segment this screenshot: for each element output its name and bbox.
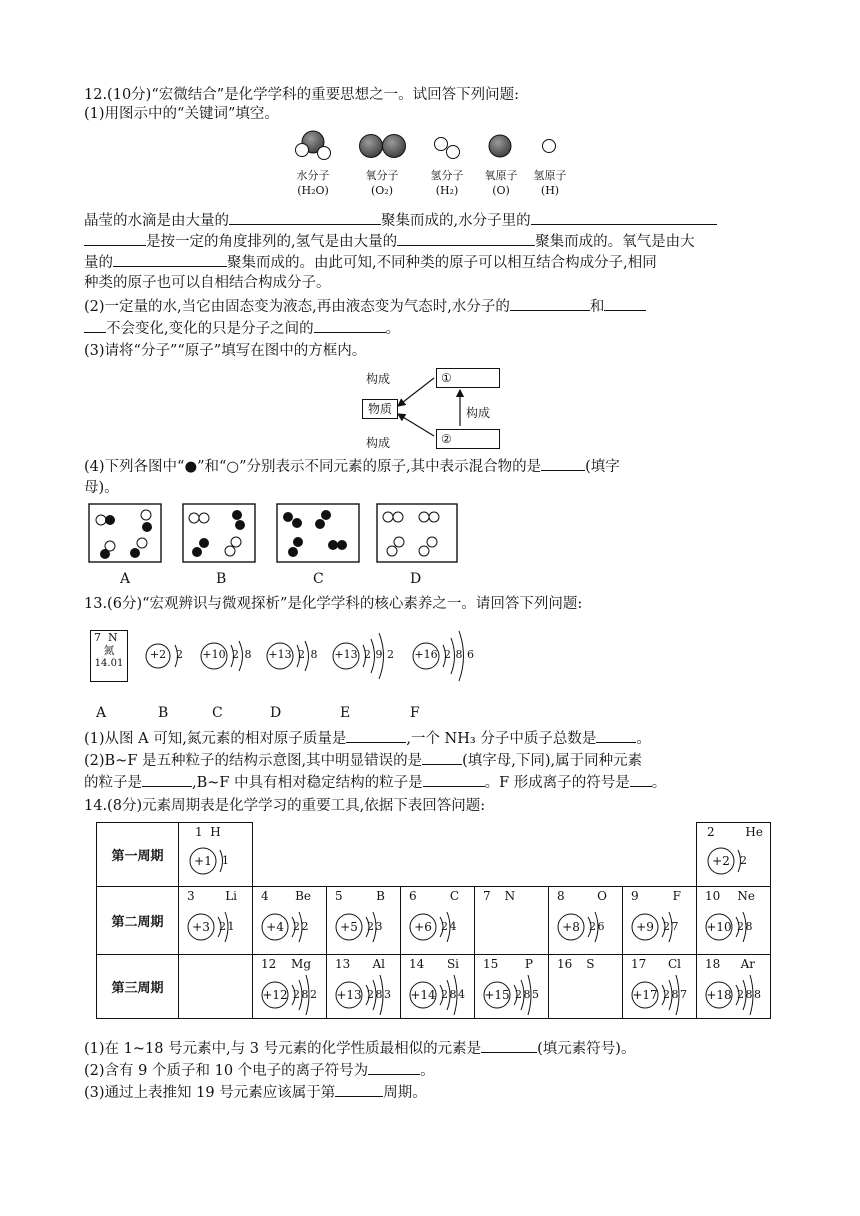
- molecule-legend: [290, 126, 580, 206]
- element-number-symbol: 3 Li: [187, 889, 237, 903]
- element-cell: [697, 887, 771, 955]
- structure-d: [264, 636, 334, 676]
- answer-blank[interactable]: [346, 728, 406, 743]
- electron-config: 2 8 5: [515, 988, 538, 1001]
- element-number-symbol: 16 S: [557, 957, 595, 971]
- option-c-label: C: [313, 571, 324, 587]
- electron-config: 2 6: [589, 920, 604, 933]
- nucleus-charge: +10: [706, 920, 732, 934]
- structure-b: [144, 636, 204, 676]
- option-d-label: D: [410, 571, 422, 587]
- nucleus-charge: +15: [484, 988, 510, 1002]
- answer-blank[interactable]: [229, 210, 381, 225]
- element-cell: [327, 887, 401, 955]
- nucleus-charge: +18: [706, 988, 732, 1002]
- answer-blank[interactable]: [397, 231, 535, 246]
- structure-d-nucleus: +13: [268, 648, 292, 661]
- option-d-box: [377, 504, 457, 562]
- q13-part2-line2: 的粒子是 ,B~F 中具有相对稳定结构的粒子是 。F 形成离子的符号是 。: [84, 772, 666, 793]
- period-row-2: [97, 887, 771, 955]
- q13-part1: (1)从图 A 可知,氮元素的相对原子质量是 ,一个 NH₃ 分子中质子总数是 。: [84, 728, 651, 749]
- element-number-symbol: 2 He: [707, 825, 763, 839]
- legend-label-oxygen-atom: 氧原子 (O): [484, 169, 518, 197]
- oxygen-molecule-icon: [360, 135, 406, 158]
- period-label: 第二周期: [97, 887, 179, 955]
- mixture-options-figure: [88, 503, 468, 565]
- answer-blank[interactable]: [368, 1060, 420, 1075]
- structure-b-electrons: 2: [176, 648, 183, 661]
- electron-config: 1: [222, 854, 229, 867]
- structure-e-electrons: 2 9 2: [364, 648, 394, 661]
- hydrogen-molecule-icon: [435, 138, 460, 159]
- nucleus-charge: +1: [194, 854, 212, 868]
- element-number-symbol: 4 Be: [261, 889, 311, 903]
- element-number-symbol: 12 Mg: [261, 957, 311, 971]
- label-e: E: [340, 705, 351, 721]
- nucleus-charge: +13: [336, 988, 362, 1002]
- element-cell: [475, 955, 549, 1019]
- answer-blank[interactable]: [541, 456, 585, 471]
- q14-part3: (3)通过上表推知 19 号元素应该属于第 周期。: [84, 1082, 427, 1103]
- element-cell: [549, 955, 623, 1019]
- electron-config: 2 8 4: [441, 988, 464, 1001]
- q12-part4-line2: 母)。: [84, 480, 119, 496]
- element-number-symbol: 14 Si: [409, 957, 459, 971]
- atom-structures: [140, 618, 480, 698]
- nucleus-charge: +4: [266, 920, 284, 934]
- element-number-symbol: 10 Ne: [705, 889, 755, 903]
- q12-part1-instruction: (1)用图示中的“关键词”填空。: [84, 106, 279, 122]
- legend-label-hydrogen-molecule: 氢分子 (H₂): [430, 169, 464, 197]
- nucleus-charge: +8: [562, 920, 580, 934]
- molecule-legend-drawing: [290, 126, 580, 168]
- structure-f: [408, 626, 488, 686]
- electron-config: 2 2: [293, 920, 308, 933]
- period-row-3: [97, 955, 771, 1019]
- answer-blank[interactable]: [314, 318, 386, 333]
- box-1[interactable]: ①: [436, 368, 500, 388]
- structure-f-electrons: 2 8 6: [444, 648, 474, 661]
- answer-blank[interactable]: [335, 1082, 383, 1097]
- element-number-symbol: 17 Cl: [631, 957, 681, 971]
- answer-blank[interactable]: [84, 231, 146, 246]
- element-cell: [179, 823, 253, 887]
- structure-f-nucleus: +16: [414, 648, 438, 661]
- nucleus-charge: +9: [636, 920, 654, 934]
- electron-config: 2 8: [737, 920, 752, 933]
- answer-blank[interactable]: [630, 772, 652, 787]
- legend-label-water: 水分子 (H₂O): [296, 169, 330, 197]
- q12-title: 12.(10分)“宏微结合”是化学学科的重要思想之一。试回答下列问题:: [84, 87, 520, 103]
- oxygen-atom-icon: [489, 135, 511, 157]
- element-cell: [253, 955, 327, 1019]
- periodic-table: [96, 822, 771, 1019]
- answer-blank[interactable]: [142, 772, 192, 787]
- element-number-symbol: 8 O: [557, 889, 607, 903]
- element-number-symbol: 13 Al: [335, 957, 385, 971]
- answer-blank[interactable]: [481, 1038, 537, 1053]
- compose-label-right: 构成: [466, 406, 491, 420]
- element-cell: [179, 887, 253, 955]
- option-c-box: [277, 504, 359, 562]
- option-a-label: A: [120, 571, 131, 587]
- q14-part2: (2)含有 9 个质子和 10 个电子的离子符号为 。: [84, 1060, 435, 1081]
- q13-title: 13.(6分)“宏观辨识与微观探析”是化学学科的核心素养之一。请回答下列问题:: [84, 596, 583, 612]
- structure-c-electrons: 2 8: [232, 648, 252, 661]
- period-label: 第一周期: [97, 823, 179, 887]
- composition-diagram: [356, 362, 516, 452]
- water-molecule-icon: [296, 131, 331, 160]
- label-c: C: [212, 705, 223, 721]
- electron-config: 2: [740, 854, 747, 867]
- nucleus-charge: +17: [632, 988, 658, 1002]
- q12-part3-instruction: (3)请将“分子”“原子”填写在图中的方框内。: [84, 343, 367, 359]
- q12-sentence-2: 是按一定的角度排列的,氢气是由大量的 聚集而成的。氧气是由大: [84, 231, 695, 252]
- answer-blank[interactable]: [113, 252, 227, 267]
- structure-b-nucleus: +2: [149, 648, 167, 661]
- legend-label-oxygen-molecule: 氧分子 (O₂): [365, 169, 399, 197]
- nucleus-charge: +3: [192, 920, 210, 934]
- answer-blank[interactable]: [84, 318, 106, 333]
- option-b-label: B: [216, 571, 227, 587]
- box-2[interactable]: ②: [436, 429, 500, 449]
- answer-blank[interactable]: [510, 296, 590, 311]
- label-d: D: [270, 705, 282, 721]
- element-number-symbol: 18 Ar: [705, 957, 755, 971]
- period-row-1: [97, 823, 771, 887]
- legend-label-hydrogen-atom: 氢原子 (H): [533, 169, 567, 197]
- element-cell: [401, 887, 475, 955]
- substance-box: 物质: [362, 399, 398, 419]
- element-cell: [549, 887, 623, 955]
- element-cell: [253, 887, 327, 955]
- structure-e: [330, 628, 410, 684]
- element-number-symbol: 9 F: [631, 889, 681, 903]
- q14-part1: (1)在 1~18 号元素中,与 3 号元素的化学性质最相似的元素是 (填元素符号)。: [84, 1038, 635, 1059]
- electron-config: 2 3: [367, 920, 382, 933]
- structure-d-electrons: 2 8: [298, 648, 318, 661]
- option-a-box: [89, 504, 161, 562]
- element-cell: [475, 887, 549, 955]
- hydrogen-atom-icon: [543, 140, 556, 153]
- nitrogen-element-tile: 7 N 氮 14.01: [90, 630, 128, 682]
- structure-c: [198, 636, 268, 676]
- element-number-symbol: 6 C: [409, 889, 459, 903]
- empty-gap: [253, 823, 697, 887]
- option-b-box: [183, 504, 255, 562]
- compose-label-top: 构成: [366, 372, 391, 386]
- answer-blank[interactable]: [423, 772, 485, 787]
- electron-config: 2 8 7: [663, 988, 686, 1001]
- q14-title: 14.(8分)元素周期表是化学学习的重要工具,依据下表回答问题:: [84, 798, 486, 814]
- electron-config: 2 4: [441, 920, 456, 933]
- empty-cell: [179, 955, 253, 1019]
- nucleus-charge: +14: [410, 988, 436, 1002]
- period-label: 第三周期: [97, 955, 179, 1019]
- electron-config: 2 7: [663, 920, 678, 933]
- q12-part2-line1: (2)一定量的水,当它由固态变为液态,再由液态变为气态时,水分子的 和: [84, 296, 646, 317]
- answer-blank[interactable]: [422, 750, 462, 765]
- q12-sentence-1: 晶莹的水滴是由大量的 聚集而成的,水分子里的: [84, 210, 717, 231]
- label-f: F: [410, 705, 420, 721]
- nucleus-charge: +12: [262, 988, 288, 1002]
- structure-c-nucleus: +10: [202, 648, 226, 661]
- label-b: B: [158, 705, 169, 721]
- answer-blank[interactable]: [596, 728, 636, 743]
- nucleus-charge: +5: [340, 920, 358, 934]
- label-a: A: [96, 705, 107, 721]
- electron-config: 2 1: [219, 920, 234, 933]
- electron-config: 2 8 3: [367, 988, 390, 1001]
- answer-blank[interactable]: [531, 210, 717, 225]
- answer-blank[interactable]: [604, 296, 646, 311]
- element-cell: [697, 823, 771, 887]
- compose-label-bottom: 构成: [366, 436, 391, 450]
- nucleus-charge: +2: [712, 854, 730, 868]
- element-number-symbol: 15 P: [483, 957, 533, 971]
- q12-part4-line1: (4)下列各图中“●”和“○”分别表示不同元素的原子,其中表示混合物的是 (填字: [84, 456, 620, 477]
- element-cell: [697, 955, 771, 1019]
- q12-part2-line2: 不会变化,变化的只是分子之间的 。: [84, 318, 400, 339]
- nucleus-charge: +6: [414, 920, 432, 934]
- element-cell: [327, 955, 401, 1019]
- element-number-symbol: 5 B: [335, 889, 385, 903]
- q12-sentence-3: 量的 聚集而成的。由此可知,不同种类的原子可以相互结合构成分子,相同: [84, 252, 657, 273]
- structure-e-nucleus: +13: [334, 648, 358, 661]
- element-number-symbol: 7 N: [483, 889, 516, 903]
- q13-part2-line1: (2)B~F 是五种粒子的结构示意图,其中明显错误的是 (填字母,下同),属于同种元素: [84, 750, 642, 771]
- element-number-symbol: 1 H: [195, 825, 221, 839]
- element-cell: [623, 887, 697, 955]
- element-cell: [623, 955, 697, 1019]
- q12-sentence-4: 种类的原子也可以自相结合构成分子。: [84, 275, 331, 291]
- element-cell: [401, 955, 475, 1019]
- electron-config: 2 8 2: [293, 988, 316, 1001]
- electron-config: 2 8 8: [737, 988, 760, 1001]
